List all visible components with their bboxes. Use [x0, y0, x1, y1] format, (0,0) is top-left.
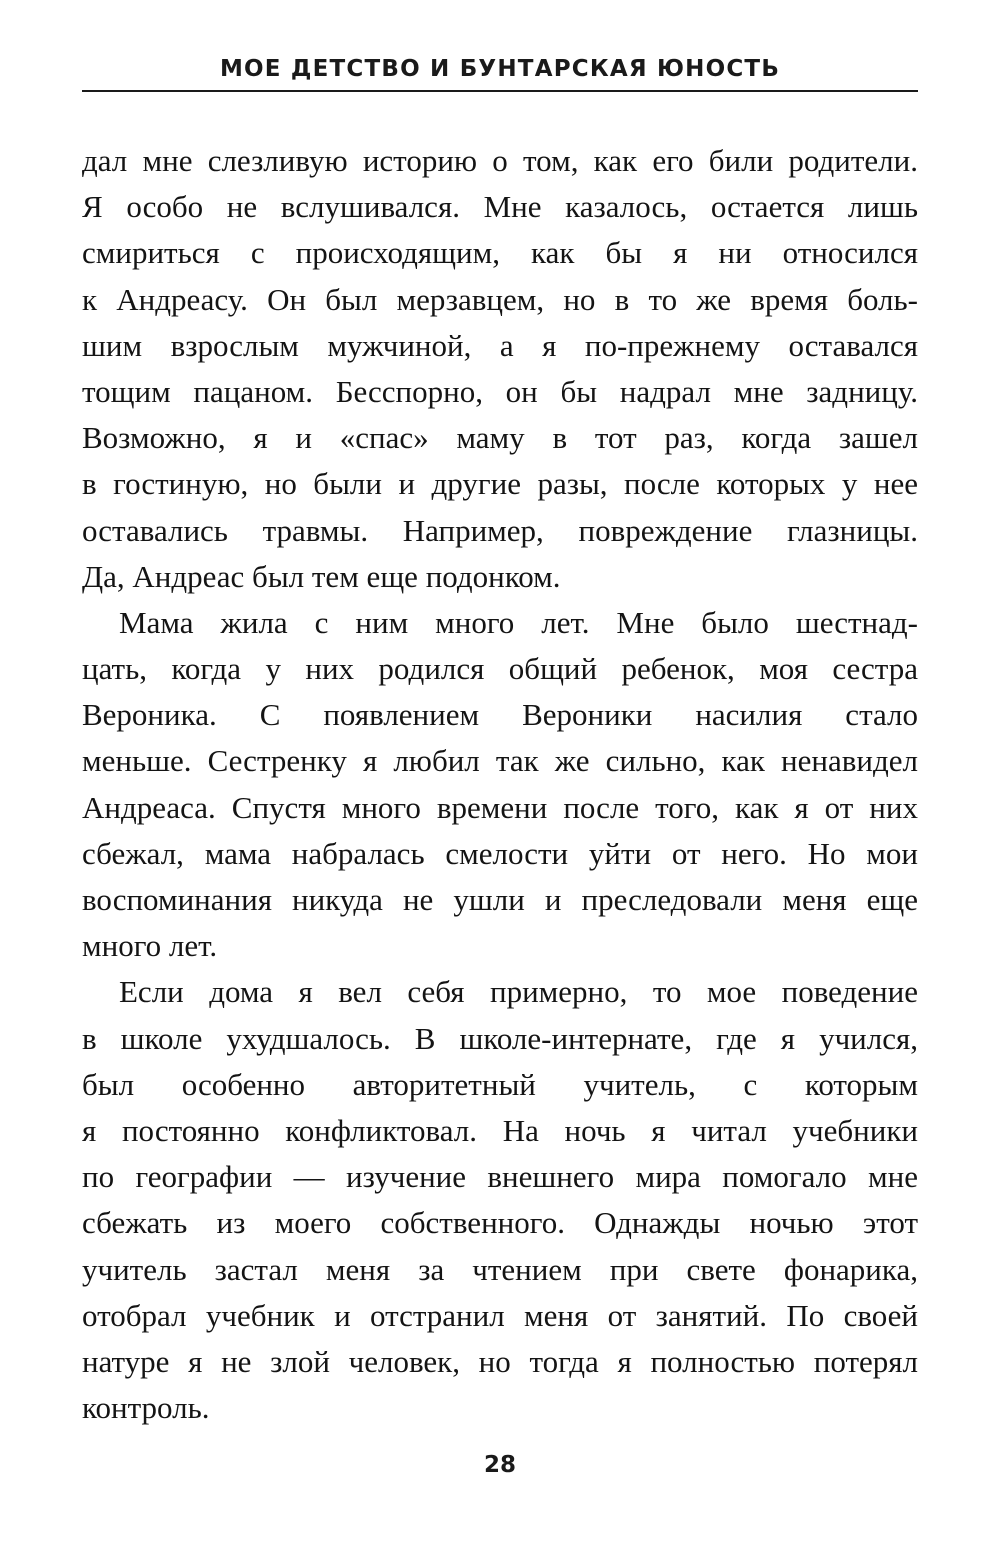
- header-rule: [82, 90, 918, 92]
- text-line: Да, Андреас был тем еще подонком.: [82, 558, 561, 594]
- text-line: к Андреасу. Он был мерзавцем, но в то же время боль-: [82, 281, 918, 317]
- text-line: был особенно авторитетный учитель, с которым: [82, 1066, 918, 1102]
- running-header-title: МОЕ ДЕТСТВО И БУНТАРСКАЯ ЮНОСТЬ: [219, 56, 781, 82]
- text-line: смириться с происходящим, как бы я ни относился: [82, 235, 918, 271]
- text-line: воспоминания никуда не ушли и преследовали меня еще: [82, 882, 918, 917]
- text-line: много лет.: [82, 928, 218, 964]
- text-line: тощим пацаном. Бесспорно, он бы надрал мне задницу.: [82, 373, 918, 409]
- text-line: я постоянно конфликтовал. На ночь я читал учебники: [82, 1112, 918, 1148]
- text-line: Андреаса. Спустя много времени после того, как я от них: [82, 789, 918, 825]
- text-line: Вероника. С появлением Вероники насилия стало: [82, 697, 918, 733]
- text-line: Я особо не вслушивался. Мне казалось, остается лишь: [82, 189, 918, 225]
- text-line: Мама жила с ним много лет. Мне было шестнад-: [119, 604, 918, 640]
- text-line: учитель застал меня за чтением при свете фонарика,: [82, 1251, 918, 1287]
- text-line: шим взрослым мужчиной, а я по-прежнему оставался: [82, 327, 918, 363]
- body-text: [82, 138, 918, 1431]
- text-line: меньше. Сестренку я любил так же сильно, как ненавидел: [82, 743, 918, 779]
- text-line: дал мне слезливую историю о том, как его били родители.: [82, 143, 918, 178]
- text-line: в гостиную, но были и другие разы, после которых у нее: [82, 466, 918, 502]
- text-line: по географии — изучение внешнего мира помогало мне: [82, 1159, 918, 1195]
- text-line: Возможно, я и «спас» маму в тот раз, когда зашел: [82, 420, 918, 456]
- paragraph: [82, 969, 918, 1431]
- text-line: оставались травмы. Например, повреждение глазницы.: [82, 512, 918, 548]
- text-line: Если дома я вел себя примерно, то мое поведение: [119, 974, 918, 1010]
- text-line: сбежать из моего собственного. Однажды ночью этот: [82, 1205, 918, 1241]
- page-number: 28: [483, 1452, 516, 1478]
- text-line: отобрал учебник и отстранил меня от занятий. По своей: [82, 1297, 918, 1333]
- text-line: сбежал, мама набралась смелости уйти от него. Но мои: [82, 835, 918, 871]
- text-line: цать, когда у них родился общий ребенок, моя сестра: [82, 651, 918, 687]
- text-line: контроль.: [82, 1390, 210, 1426]
- text-line: в школе ухудшалось. В школе-интернате, где я учился,: [82, 1020, 918, 1056]
- text-line: натуре я не злой человек, но тогда я полностью потерял: [82, 1343, 918, 1379]
- paragraph: [82, 600, 918, 970]
- paragraph: [82, 138, 918, 600]
